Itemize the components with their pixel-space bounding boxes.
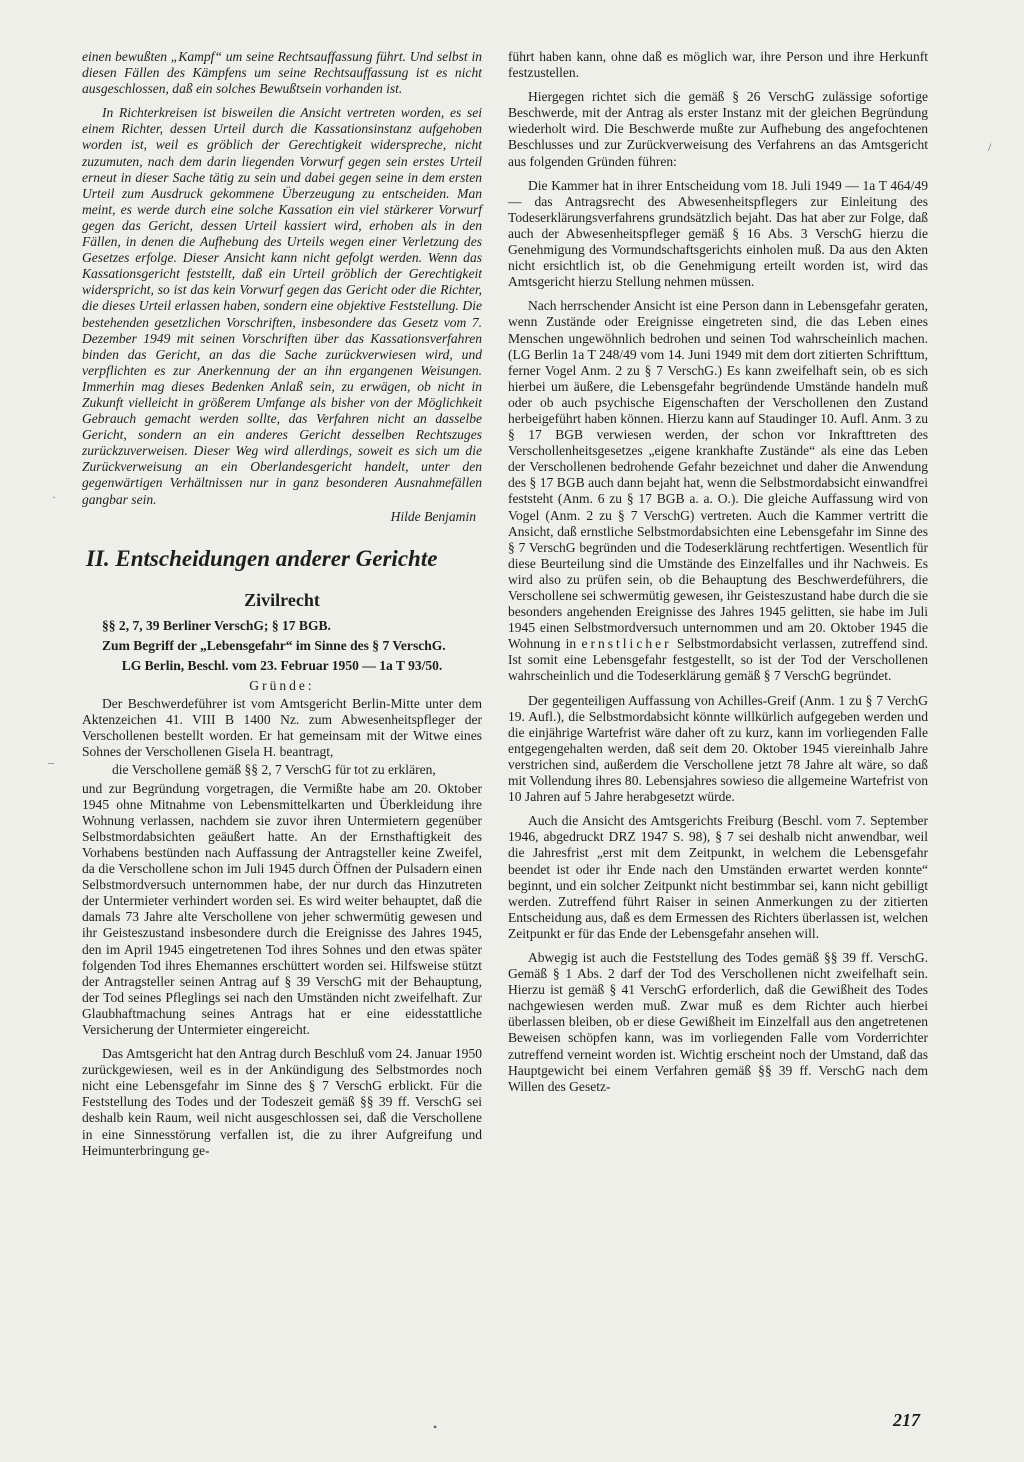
- section-heading: II. Entscheidungen anderer Gerichte: [86, 545, 438, 571]
- margin-dash: –: [48, 755, 54, 769]
- decision-paragraph: und zur Begründung vorgetragen, die Vermißte habe am 20. Oktober 1945 ohne Mitnahme von Lebensmittelkarten und Überkleidung ihre Wohnung verlassen, nachdem sie zuvor ihren Untermietern gegenüber Selbstmordabsichten geäußert hatte. An der Ernsthaftigkeit des Vorhabens bestünden nach Auffassung der Antragsteller keine Zweifel, da die Verschollene schon im Juli 1945 durch Öffnen der Pulsadern einen Selbstmordversuch unternommen habe, der nur durch das Hinzutreten der Untermieter verhindert worden sei. Es wird weiter behauptet, daß die damals 73 Jahre alte Verschollene von jeher schwermütig gewesen und ihr Geisteszustand insbesondere durch die Ereignisse des Jahres 1945, den im April 1945 eingetretenen Tod ihres Sohnes und den etwas später folgenden Tod ihres Ehemannes erschüttert worden sei. Hilfsweise stützt der Antragsteller seinen Antrag auf § 39 VerschG mit der Behauptung, der Tod seines Pfleglings sei nach den Umständen nicht zweifelhaft. Zur Glaubhaftmachung seines Antrags hat er eine eidesstattliche Versicherung der Untermieter eingereicht.: [82, 780, 482, 1037]
- statute-references: §§ 2, 7, 39 Berliner VerschG; § 17 BGB.: [102, 617, 331, 633]
- decision-paragraph: Abwegig ist auch die Feststellung des Todes gemäß §§ 39 ff. VerschG. Gemäß § 1 Abs. 2 darf der Tod des Verschollenen nicht zweifelhaft sein. Hierzu ist gemäß § 41 VerschG erforderlich, daß die Gewißheit des Todes nachgewiesen werden muß. Zwar muß es dem Richter auch hierbei überlassen bleiben, ob er diese Gewißheit im Einzelfall aus den angetretenen Beweisen schöpfen kann, was im vorliegenden Falle vom Vorderrichter zutreffend verneint worden ist. Wichtig erscheint noch der Umstand, daß das Hauptgewicht bei einem Verfahren gemäß §§ 39 ff. VerschG nach dem Willen des Gesetz-: [508, 949, 928, 1094]
- decision-paragraph: [508, 298, 928, 684]
- author-signature: Hilde Benjamin: [390, 508, 476, 524]
- margin-tick: /: [988, 140, 992, 154]
- decision-paragraph: Die Kammer hat in ihrer Entscheidung vom 18. Juli 1949 — 1a T 464/49 — das Antragsrecht des Abwesenheitspflegers zur Einleitung des Todeserklärungsverfahrens grundsätzlich bejaht. Das hat aber zur Folge, daß auch der Abwesenheitspfleger gemäß § 16 Abs. 3 VerschG hierzu die Genehmigung des Vormundschaftsgerichts einholen muß. Da aus den Akten nicht ersichtlich ist, ob die Genehmigung erteilt worden ist, wird das Amtsgericht hierzu Stellung nehmen müssen.: [508, 177, 928, 290]
- grounds-label: Gründe:: [249, 678, 315, 693]
- decision-paragraph: führt haben kann, ohne daß es möglich war, ihre Person und ihre Herkunft festzustellen.: [508, 49, 928, 81]
- right-column: [508, 49, 928, 1095]
- decision-paragraph: Der gegenteiligen Auffassung von Achilles-Greif (Anm. 1 zu § 7 VerchG 19. Aufl.), die Selbstmordabsicht könnte willkürlich aufgegeben werden und die einjährige Wartefrist wäre daher oft zu kurz, kann im vorliegenden Falle entgegengehalten werden, daß seit dem 20. Oktober 1945 viereinhalb Jahre verstrichen sind, außerdem die Verschollene jetzt 78 Jahre alt wäre, so daß mit Vollendung ihres 80. Lebensjahres sowieso die allgemeine Wartefrist von 10 Jahren auf 5 Jahre herabgesetzt würde.: [508, 692, 928, 805]
- left-column: [82, 49, 482, 1159]
- essay-paragraph: In Richterkreisen ist bisweilen die Ansicht vertreten worden, es sei einem Richter, dessen Urteil durch die Kassationsinstanz aufgehoben worden ist, weil es gröblich der Gerechtigkeit widerspreche, nicht zuzumuten, nach dem darin liegenden Vorwurf gegen sein erstes Urteil erneut in dieser Sache tätig zu sein und dabei gegen seine in dem ersten Urteil zum Ausdruck gekommene Überzeugung zu entscheiden. Man meint, es werde durch eine solche Kassation ein viel stärkerer Vorwurf gegen das Gericht, dessen Urteil kassiert wird, erhoben als in den Fällen, in denen die Aufhebung des Urteils wegen einer Verletzung des Gesetzes erfolge. Dieser Ansicht kann nicht gefolgt werden. Wenn das Kassationsgericht feststellt, daß ein Urteil gröblich der Gerechtigkeit widerspricht, so ist das kein Vorwurf gegen das Gericht oder die Richter, die dieses Urteil erlassen haben, sondern eine objektive Feststellung. Die bestehenden gesetzlichen Vorschriften, insbesondere das Gesetz vom 7. Dezember 1949 mit seinen Vorschriften über das Kassationsverfahren binden das Gericht, an das die Sache zurückverwiesen wird, und verpflichten es zur Anerkennung der an ihn ergangenen Weisungen. Immerhin mag dieses Bedenken Anlaß sein, zu erwägen, ob nicht in Zukunft vielleicht in größerem Umfange als bisher von der Möglichkeit Gebrauch gemacht werden sollte, das Verfahren nicht an dasselbe Gericht, sondern an ein anderes Gericht desselben Rechtszuges zurückzuverweisen. Dieser Weg wird allerdings, soweit es sich um die Zurückverweisung an ein Oberlandesgericht handelt, unter den gegenwärtigen Verhältnissen nur in ganz besonderen Ausnahmefällen gangbar sein.: [82, 105, 482, 507]
- margin-speck: ·: [52, 490, 56, 504]
- decision-paragraph: Hiergegen richtet sich die gemäß § 26 VerschG zulässige sofortige Beschwerde, mit der Antrag als erster Instanz mit der gleichen Begründung wiederholt wird. Die Beschwerde mußte zur Aufhebung des angefochtenen Beschlusses und zur Zurückverweisung des Verfahrens an das Amtsgericht aus folgenden Gründen führen:: [508, 89, 928, 169]
- page-number: 217: [893, 1410, 920, 1430]
- essay-paragraph: einen bewußten „Kampf“ um seine Rechtsauffassung führt. Und selbst in diesen Fällen des Kämpfens um seine Rechtsauffassung ist es nicht ausgeschlossen, daß ein solches Bewußtsein vorhanden ist.: [82, 49, 482, 97]
- paragraph-text: Nach herrschender Ansicht ist eine Person dann in Lebensgefahr geraten, wenn Zustände oder Ereignisse eingetreten sind, die das Leben eines Menschen ungewöhnlich bedrohen und seinen Tod wahrscheinlich machen. (LG Berlin 1a T 248/49 vom 14. Juni 1949 mit dem dort zitierten Schrifttum, ferner Vogel Anm. 2 zu § 7 VerschG.) Es kann zweifelhaft sein, ob es sich hierbei um äußere, die Lebensgefahr begründende Umstände handeln muß oder ob auch psychische Eigenschaften der Verschollenen den Zustand herbeigeführt haben können. Hierzu kann auf Staudinger 10. Aufl. Anm. 3 zu § 17 BGB verwiesen werden, der schon vor Inkrafttreten des Verschollenheitsgesetzes „eigene krankhafte Zustände“ als eine das Leben der Verschollenen bedrohende Gefahr bezeichnet und daher die Anwendung des § 17 BGB auch dann bejaht hat, wenn die Selbstmordabsicht einwandfrei feststeht (Anm. 6 zu § 17 BGB a. a. O.). Die gleiche Auffassung wird von Vogel (Anm. 2 zu § 7 VerschG) vertreten. Auch die Kammer vertritt die Ansicht, daß ernstliche Selbstmordabsichten eine Lebensgefahr im Sinne des § 7 VerschG begründen und die Todeserklärung rechtfertigen. Wesentlich für diese Beurteilung sind die Umstände des Einzelfalles und ihr Nachweis. Es wird also zu prüfen sein, ob die Behauptung des Beschwerdeführers, die Verschollene sei schwermütig gewesen, ihr Geisteszustand habe durch die sie besonders angehenden Ereignisse des Jahres 1945 gelitten, sie habe im Juli 1945 einen Selbstmordversuch unternommen und am 20. Oktober 1945 die Wohnung in: [508, 298, 928, 652]
- decision-paragraph: Der Beschwerdeführer ist vom Amtsgericht Berlin-Mitte unter dem Aktenzeichen 41. VIII B 1400 Nz. zum Abwesenheitspfleger der Verschollenen bestellt worden. Er hat gemeinsam mit der Witwe eines Sohnes der Verschollenen Gisela H. beantragt,: [82, 696, 482, 760]
- paragraph-text: Selbstmordabsicht verlassen, zutreffend sind. Ist somit eine Lebensgefahr festgestellt, so ist der Tod der Verschollenen wahrscheinlich und die Todeserklärung gemäß § 7 VerschG begründet.: [508, 636, 928, 684]
- case-citation: LG Berlin, Beschl. vom 23. Februar 1950 — 1a T 93/50.: [121, 657, 443, 673]
- quoted-motion: die Verschollene gemäß §§ 2, 7 VerschG für tot zu erklären,: [112, 762, 436, 778]
- spaced-emphasis: ernstlicher: [581, 636, 672, 652]
- headnote: Zum Begriff der „Lebensgefahr“ im Sinne des § 7 VerschG.: [102, 637, 446, 653]
- decision-paragraph: Auch die Ansicht des Amtsgerichts Freiburg (Beschl. vom 7. September 1946, abgedruckt DRZ 1947 S. 98), § 7 sei deshalb nicht anwendbar, weil die Jahresfrist „erst mit dem Zeitpunkt, in welchem die Lebensgefahr beendet ist oder ihr Ende nach den Umständen erwartet werden konnte“ beginnt, und ein solcher Zeitpunkt nicht bestimmbar sei, kann nicht gebilligt werden. Zutreffend führt Raiser in seinen Anmerkungen zu der zitierten Entscheidung aus, daß es dem Ermessen des Richters überlassen ist, welchen Zeitpunkt er für das Ende der Lebensgefahr ansehen will.: [508, 813, 928, 941]
- subsection-heading: Zivilrecht: [244, 589, 320, 610]
- decision-paragraph: Das Amtsgericht hat den Antrag durch Beschluß vom 24. Januar 1950 zurückgewiesen, weil es in der Ankündigung des Selbstmordes noch nicht eine Lebensgefahr im Sinne des § 7 VerschG erblickt. Für die Feststellung des Todes und der Todeszeit gemäß §§ 39 ff. VerschG sei deshalb kein Raum, weil nicht ausgeschlossen sei, daß die Verschollene in eine Sinnesstörung verfallen ist, die zu ihrer Aufgreifung und Heimunterbringung ge-: [82, 1046, 482, 1158]
- page-blot: •: [433, 1420, 438, 1434]
